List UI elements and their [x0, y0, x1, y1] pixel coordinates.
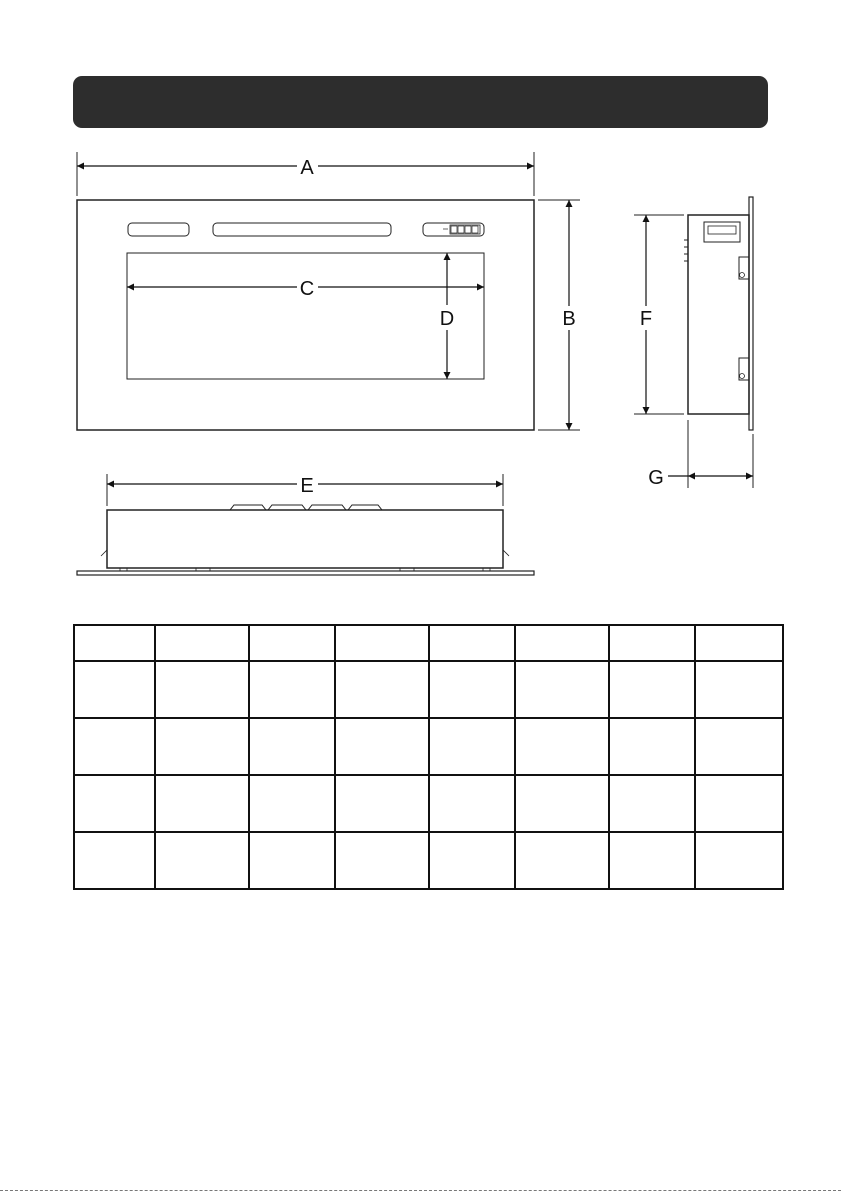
table-cell [155, 661, 249, 718]
table-row [74, 718, 783, 775]
table-cell [515, 832, 609, 889]
top-view [77, 505, 534, 575]
table-cell [335, 832, 429, 889]
table-cell [429, 661, 515, 718]
side-body [688, 215, 749, 414]
table-cell [609, 775, 695, 832]
table-cell [335, 718, 429, 775]
dimension-table [73, 624, 784, 890]
table-cell [155, 775, 249, 832]
table-row [74, 661, 783, 718]
table-cell [249, 775, 335, 832]
table-cell [609, 661, 695, 718]
table-cell [695, 775, 783, 832]
dim-label-d: D [439, 308, 455, 330]
dim-label-g: G [648, 467, 664, 489]
table-cell [695, 718, 783, 775]
dim-label-f: F [639, 308, 653, 330]
table-cell [515, 625, 609, 661]
table-row [74, 775, 783, 832]
viewing-window [127, 253, 484, 379]
table-cell [74, 625, 155, 661]
table-cell [515, 718, 609, 775]
table-cell [515, 661, 609, 718]
top-body [107, 510, 503, 568]
table-cell [335, 661, 429, 718]
table-cell [695, 661, 783, 718]
front-view [77, 200, 534, 430]
front-slot-left [128, 223, 189, 236]
top-flange [77, 571, 534, 575]
table-cell [695, 625, 783, 661]
side-flange [749, 197, 753, 430]
table-cell [429, 775, 515, 832]
table-cell [609, 625, 695, 661]
flame-icon [458, 226, 464, 233]
power-icon [451, 226, 457, 233]
table-cell [429, 832, 515, 889]
heat-icon [472, 226, 478, 233]
table-cell [249, 661, 335, 718]
dim-label-b: B [562, 308, 576, 330]
table-cell [74, 775, 155, 832]
dim-label-a: A [300, 157, 314, 179]
table-cell [74, 661, 155, 718]
table-cell [74, 718, 155, 775]
table-cell [74, 832, 155, 889]
table-cell [249, 718, 335, 775]
table-cell [155, 718, 249, 775]
dim-label-e: E [300, 475, 314, 497]
control-panel [423, 223, 484, 236]
table-cell [695, 832, 783, 889]
table-cell [249, 832, 335, 889]
table-cell [155, 625, 249, 661]
table-row [74, 832, 783, 889]
page-bottom-rule [0, 1190, 841, 1191]
front-slot-center [213, 223, 391, 236]
front-frame [77, 200, 534, 430]
down-icon [465, 226, 471, 233]
side-view [684, 197, 753, 430]
table-cell [429, 625, 515, 661]
table-cell [609, 832, 695, 889]
table-cell [609, 718, 695, 775]
table-header-row [74, 625, 783, 661]
table-cell [155, 832, 249, 889]
dim-label-c: C [299, 278, 315, 300]
table-cell [429, 718, 515, 775]
table-cell [249, 625, 335, 661]
table-cell [335, 625, 429, 661]
table-cell [515, 775, 609, 832]
table-cell [335, 775, 429, 832]
